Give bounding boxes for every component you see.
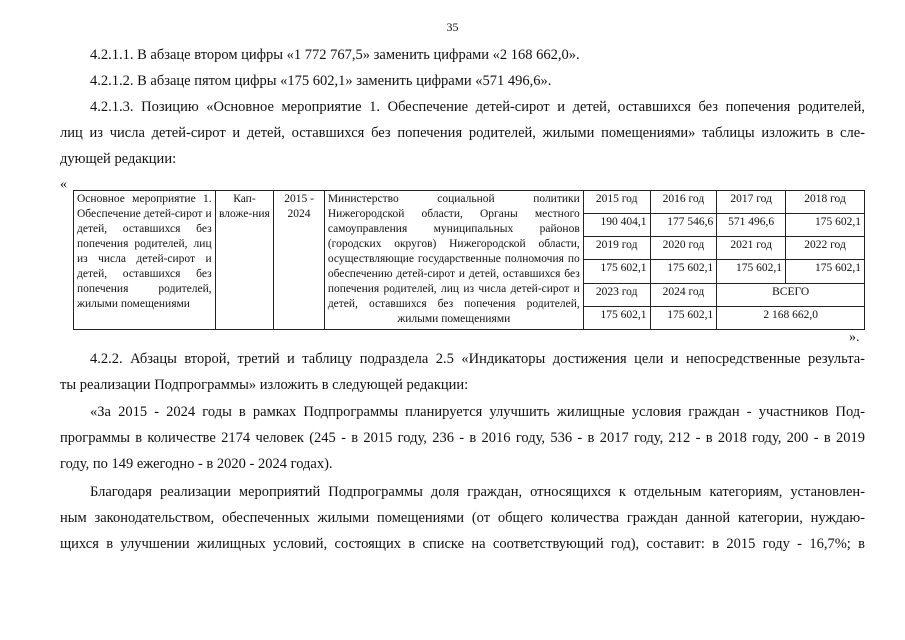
year-value: 175 602,1 (583, 260, 650, 283)
type-cell: Кап-вложе-ния (215, 191, 274, 330)
paragraph-quote-line1: «За 2015 - 2024 годы в рамках Подпрограммы планируется улучшить жилищные условия граждан - участников Под- (90, 404, 865, 420)
year-header: 2016 год (650, 191, 717, 214)
paragraph-4-2-1-3-line3: дующей редакции: (60, 151, 177, 167)
year-value: 175 602,1 (650, 306, 717, 329)
paragraph-share-line3: щихся в улучшении жилищных условий, состоящих в списке на соответствующий год), составит: в 2015 году - 16,7%; в (60, 536, 865, 552)
paragraph-quote-line3: году, по 149 ежегодно - в 2020 - 2024 годах). (60, 456, 333, 472)
paragraph-4-2-1-3-line2: лиц из числа детей-сирот и детей, оставшихся без попечения родителей, жилыми помещениями» таблицы изложить в сле- (60, 125, 865, 141)
year-value: 175 602,1 (583, 306, 650, 329)
total-header: ВСЕГО (717, 283, 865, 306)
year-header: 2022 год (786, 237, 865, 260)
paragraph-4-2-1-1: 4.2.1.1. В абзаце втором цифры «1 772 767,5» заменить цифрами «2 168 662,0». (90, 47, 580, 63)
period-cell: 2015 - 2024 (274, 191, 325, 330)
year-value: 175 602,1 (717, 260, 786, 283)
year-header: 2018 год (786, 191, 865, 214)
year-header: 2021 год (717, 237, 786, 260)
paragraph-4-2-1-2: 4.2.1.2. В абзаце пятом цифры «175 602,1» заменить цифрами «571 496,6». (90, 73, 552, 89)
year-value: 571 496,6 (717, 214, 786, 237)
year-value: 177 546,6 (650, 214, 717, 237)
paragraph-share-line2: ным законодательством, обеспеченных жилыми помещениями (от общего количества граждан данной категории, нуждаю- (60, 510, 865, 526)
year-header: 2024 год (650, 283, 717, 306)
year-value: 190 404,1 (583, 214, 650, 237)
budget-table (73, 190, 865, 330)
paragraph-4-2-2-line1: 4.2.2. Абзацы второй, третий и таблицу подраздела 2.5 «Индикаторы достижения цели и непосредственные результа- (90, 351, 865, 367)
year-header: 2019 год (583, 237, 650, 260)
opening-quote: « (60, 177, 67, 192)
paragraph-4-2-2-line2: ты реализации Подпрограммы» изложить в следующей редакции: (60, 377, 469, 393)
year-header: 2020 год (650, 237, 717, 260)
measure-cell: Основное мероприятие 1. Обеспечение детей-сирот и детей, оставшихся без попечения родителей, лиц из числа детей-сирот и детей, оставшихся без попечения родителей, жилыми помещениями (74, 191, 216, 330)
executor-cell: Министерство социальной политики Нижегородской области, Органы местного самоуправления муниципальных районов (городских округов) Нижегородской области, осуществляющие государственные полномочия по обеспечению детей-сирот и детей, оставшихся без попечения родителей, лиц из числа детей-сирот и детей, оставшихся без попечения родителей, жилыми помещениями (324, 191, 583, 330)
year-header: 2015 год (583, 191, 650, 214)
year-header: 2023 год (583, 283, 650, 306)
year-header: 2017 год (717, 191, 786, 214)
year-value: 175 602,1 (786, 260, 865, 283)
year-value: 175 602,1 (786, 214, 865, 237)
paragraph-share-line1: Благодаря реализации мероприятий Подпрограммы доля граждан, относящихся к отдельным категориям, установлен- (90, 484, 865, 500)
total-value: 2 168 662,0 (717, 306, 865, 329)
year-value: 175 602,1 (650, 260, 717, 283)
paragraph-quote-line2: программы в количестве 2174 человек (245 - в 2015 году, 236 - в 2016 году, 536 - в 2017 году, 212 - в 2018 году, 200 - в 2019 (60, 430, 865, 446)
page-number: 35 (446, 20, 459, 34)
paragraph-4-2-1-3-line1: 4.2.1.3. Позицию «Основное мероприятие 1. Обеспечение детей-сирот и детей, оставшихся без попечения родителей, (90, 99, 865, 115)
closing-quote: ». (849, 330, 860, 345)
